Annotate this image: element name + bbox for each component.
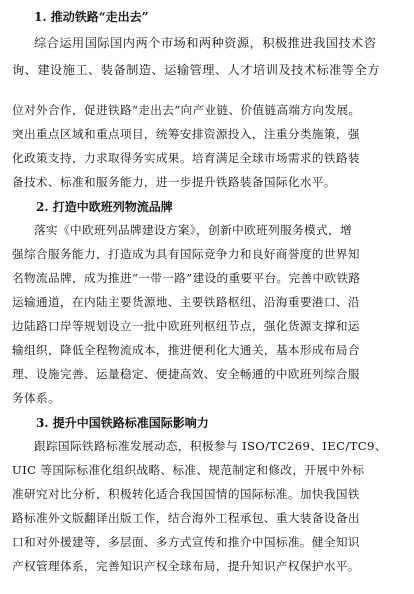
- section-heading-3: 3. 提升中国铁路标准国际影响力: [36, 416, 209, 430]
- text-line: 边陆路口岸等规划设立一批中欧班列枢纽节点，强化货源支撑和运: [12, 319, 360, 333]
- text-line: 运输通道，在内陆主要货源地、主要铁路枢纽、沿海重要港口、沿: [12, 295, 360, 309]
- text-line: 口和对外援建等，多层面、多方式宣传和推介中国标准。健全知识: [12, 535, 360, 549]
- text-line: 强综合服务能力，打造成为具有国际竞争力和良好商誉度的世界知: [12, 247, 360, 261]
- text-line: 输组织，降低全程物流成本，推进便利化大通关，基本形成布局合: [12, 343, 360, 357]
- text-line: 务体系。: [12, 391, 60, 405]
- section-1-paragraph-2: [12, 98, 402, 194]
- text-line: 落实《中欧班列品牌建设方案》，创新中欧班列服务模式，增: [34, 223, 353, 237]
- text-line: 跟踪国际铁路标准发展动态，积极参与 ISO/TC269、IEC/TC9、: [34, 439, 387, 453]
- text-line: 化政策支持，力求取得务实成果。培育满足全球市场需求的铁路装: [12, 151, 360, 165]
- section-heading-1: 1. 推动铁路“走出去”: [34, 10, 149, 24]
- page-break-gap: [12, 84, 402, 98]
- text-line: 询、建设施工、装备制造、运输管理、人才培训及技术标准等全方: [12, 63, 380, 77]
- section-2-paragraph: [12, 218, 402, 410]
- text-line: 理、设施完善、运量稳定、便捷高效、安全畅通的中欧班列综合服: [12, 367, 360, 381]
- section-1-paragraph-1: [12, 30, 402, 84]
- text-line: 产权管理体系，完善知识产权全球布局，提升知识产权保护水平。: [12, 559, 360, 573]
- text-line: 路标准外文版翻译出版工作，结合海外工程承包、重大装备设备出: [12, 511, 360, 525]
- text-line: 备技术、标准和服务能力，进一步提升铁路装备国际化水平。: [12, 175, 336, 189]
- text-line: 突出重点区域和重点项目，统筹安排资源投入，注重分类施策，强: [12, 127, 360, 141]
- section-3-paragraph: [12, 434, 402, 578]
- text-line: 准研究对比分析，积极转化适合我国国情的国际标准。加快我国铁: [12, 487, 360, 501]
- text-line: 综合运用国际国内两个市场和两种资源，积极推进我国技术咨: [34, 36, 377, 50]
- text-line: 名物流品牌，成为推进“一带一路”建设的重要平台。完善中欧铁路: [12, 271, 361, 285]
- text-line: UIC 等国际标准化组织战略、标准、规范制定和修改，开展中外标: [12, 463, 365, 477]
- section-heading-2: 2. 打造中欧班列物流品牌: [36, 200, 173, 214]
- text-line: 位对外合作，促进铁路“走出去”向产业链、价值链高端方向发展。: [12, 103, 361, 117]
